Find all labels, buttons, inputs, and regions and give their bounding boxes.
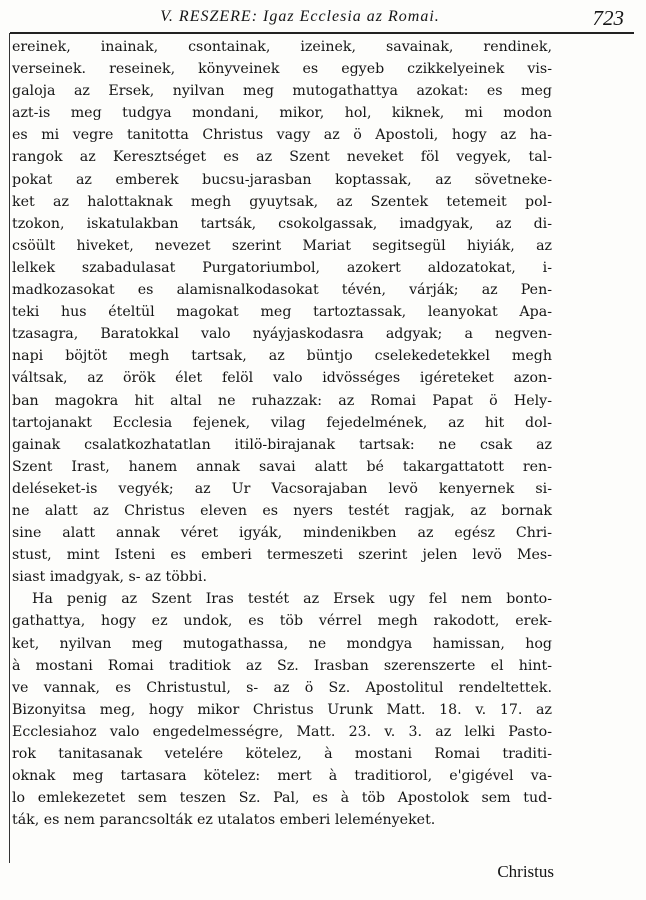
text-line: stust, mint Isteni es emberi termeszeti szerint jelen levö Mes- <box>12 547 552 564</box>
paragraph-1 <box>12 36 552 588</box>
text-line: Szent Irast, hanem annak savai alatt bé takargattatott ren- <box>12 458 552 475</box>
text-line: azt-is meg tudgya mondani, mikor, hol, kiknek, mi modon <box>12 105 552 122</box>
text-line: tartojanakt Ecclesia fejenek, vilag fejedelmének, az hit dol- <box>12 414 552 431</box>
text-line: Ecclesiahoz valo engedelmességre, Matt. 23. v. 3. az lelki Pasto- <box>12 723 552 740</box>
text-line: ket az halottaknak megh gyuytsak, az Szentek tetemeit pol- <box>12 193 552 210</box>
text-line: deléseket-is vegyék; az Ur Vacsorajaban levö kenyernek si- <box>12 480 552 497</box>
text-line: pokat az emberek bucsu-jarasban koptassak, az sövetneke- <box>12 171 552 188</box>
page-header <box>0 0 646 36</box>
text-line: tzasagra, Baratokkal valo nyáyjaskodasra adgyak; a negven- <box>12 326 552 343</box>
text-line: ták, es nem parancsolták ez utalatos emberi leleményeket. <box>12 812 436 829</box>
text-line: ve vannak, es Christustul, s- az ö Sz. Apostolitul rendeltettek. <box>12 679 552 696</box>
text-line: à mostani Romai traditiok az Sz. Irasban szerenszerte el hint- <box>12 657 552 674</box>
text-line: teki hus ételtül magokat meg tartoztassak, leanyokat Apa- <box>12 304 552 321</box>
catchword: Christus <box>497 862 554 881</box>
text-line: madkozasokat es alamisnalkodasokat tévén, várják; az Pen- <box>12 282 552 299</box>
body-text <box>12 36 552 831</box>
header-rule <box>10 32 634 34</box>
text-line: tzokon, iskatulakban tartsák, csokolgassak, imadgyak, az di- <box>12 215 552 232</box>
text-line: ne alatt az Christus eleven es nyers testét ragjak, az bornak <box>12 502 552 519</box>
text-line: rangok az Keresztséget es az Szent neveket föl vegyek, tal- <box>12 149 552 166</box>
page-number: 723 <box>592 6 624 30</box>
text-line: Ha penig az Szent Iras testét az Ersek ugy fel nem bonto- <box>32 591 552 608</box>
text-line: siast imadgyak, s- az többi. <box>12 569 207 586</box>
text-line: rok tanitasanak vetelére kötelez, à mostani Romai traditi- <box>12 746 552 762</box>
text-line: Bizonyitsa meg, hogy mikor Christus Urunk Matt. 18. v. 17. az <box>12 701 552 718</box>
text-line: napi böjtöt megh tartsak, az büntjo cselekedetekkel megh <box>12 348 552 365</box>
text-line: lelkek szabadulasat Purgatoriumbol, azokert aldozatokat, i- <box>12 259 552 276</box>
paragraph-2 <box>12 588 552 831</box>
text-line: ban magokra hit altal ne ruhazzak: az Romai Papat ö Hely- <box>12 392 552 409</box>
text-line: ereinek, inainak, csontainak, izeinek, savainak, rendinek, <box>12 39 552 55</box>
text-line: váltsak, az örök élet felöl valo idvösséges igéreteket azon- <box>12 370 552 387</box>
text-line: galoja az Ersek, nyilvan meg mutogathattya azokat: es meg <box>12 83 552 100</box>
text-line: gainak csalatkozhatatlan itilö-birajanak tartsak: ne csak az <box>12 436 552 453</box>
text-line: gathattya, hogy ez undok, es töb vérrel megh rakodott, erek- <box>12 613 552 630</box>
text-line: ket, nyilvan meg mutogathassa, ne mondgya hamissan, hog <box>12 635 552 652</box>
text-line: verseinek. reseinek, könyveinek es egyeb czikkelyeinek vis- <box>12 61 552 78</box>
text-line: csöült hiveket, nevezet szerint Mariat segitsegül hiyiák, az <box>12 237 552 254</box>
text-line: sine alatt annak véret igyák, mindenikben az egész Chri- <box>12 525 552 542</box>
text-line: oknak meg tartasara kötelez: mert à traditiorol, e'gigével va- <box>12 768 552 785</box>
running-head: V. RESZERE: Igaz Ecclesia az Romai. <box>160 8 440 25</box>
text-line: lo emlekezetet sem teszen Sz. Pal, es à töb Apostolok sem tud- <box>12 790 552 807</box>
left-margin-rule <box>9 33 10 863</box>
text-line: es mi vegre tanitotta Christus vagy az ö Apostoli, hogy az ha- <box>12 127 552 144</box>
